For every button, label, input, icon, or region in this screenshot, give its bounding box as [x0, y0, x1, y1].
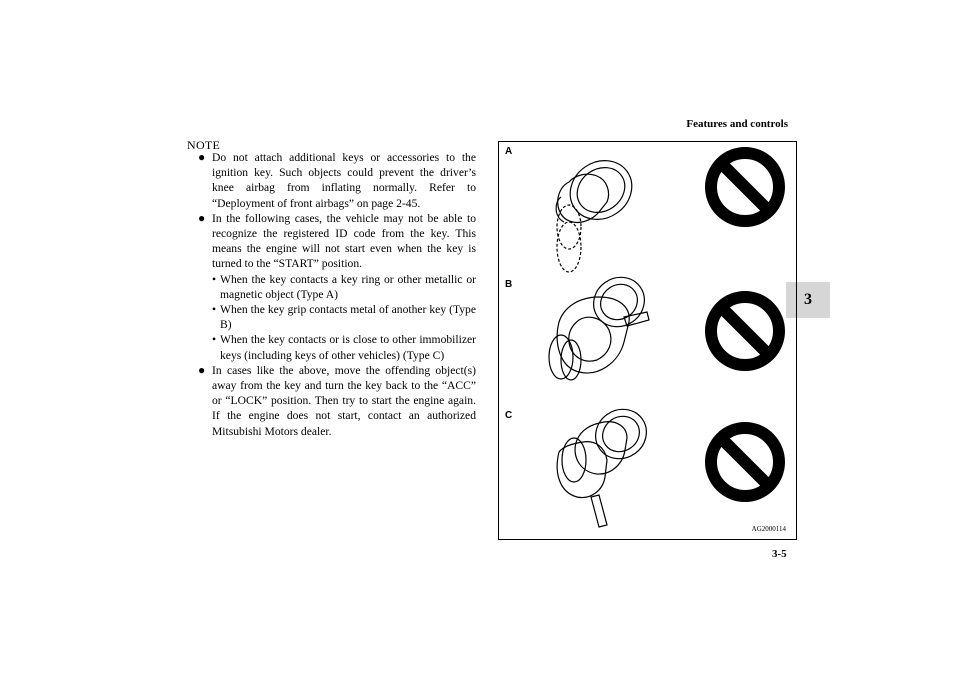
sub-item-text: When the key grip contacts metal of another key (Type B) — [220, 303, 476, 332]
figure-label-a: A — [505, 146, 513, 157]
bullet-text: In cases like the above, move the offending object(s) away from the key and turn the key back to the “ACC” or “LOCK” position. Then try to start the engine again. If the engine does not start, contact an authorized Mitsubishi Motors dealer. — [212, 363, 476, 438]
ignition-key-with-ring-icon — [556, 149, 643, 272]
note-title: NOTE — [187, 138, 221, 152]
bullet-text: In the following cases, the vehicle may not be able to recognize the registered ID code from the key. This means the engine will not start even when the key is turned to the “START” position. — [212, 211, 476, 271]
bullet-dot-icon: ● — [198, 150, 206, 164]
sub-item-text: When the key contacts a key ring or other metallic or magnetic object (Type A) — [220, 272, 476, 301]
sub-list — [198, 272, 476, 363]
figure-drawing — [499, 142, 798, 541]
page-number: 3-5 — [772, 548, 787, 560]
note-bullet — [198, 363, 476, 439]
ignition-key-with-second-key-icon — [549, 267, 654, 380]
sub-bullet-icon: • — [212, 272, 217, 286]
sub-item — [212, 332, 476, 362]
bullet-dot-icon: ● — [198, 210, 206, 225]
sub-item — [212, 302, 476, 332]
page-header: Features and controls — [686, 118, 788, 130]
bullet-text: Do not attach additional keys or accessories to the ignition key. Such objects could prevent the driver’s knee airbag from inflating normally. Refer to “Deployment of front airbags” on page 2-45. — [212, 151, 476, 210]
prohibited-icon — [711, 297, 779, 365]
figure-label-c: C — [505, 410, 513, 421]
figure-label-b: B — [505, 279, 513, 290]
sub-bullet-icon: • — [212, 303, 217, 317]
ignition-key-with-immobilizer-key-icon — [557, 399, 656, 527]
bullet-dot-icon: ● — [198, 362, 206, 377]
note-content — [198, 150, 476, 439]
sub-item-text: When the key contacts or is close to other immobilizer keys (including keys of other vehicles) (Type C) — [220, 333, 476, 362]
key-illustration-figure — [498, 141, 797, 540]
prohibited-icon — [711, 428, 779, 496]
sub-item — [212, 272, 476, 302]
sub-bullet-icon: • — [212, 333, 217, 347]
figure-code: AG2000114 — [751, 525, 786, 533]
prohibited-icon — [711, 153, 779, 221]
note-bullet — [198, 211, 476, 272]
note-bullet — [198, 150, 476, 211]
chapter-tab: 3 — [786, 282, 830, 318]
